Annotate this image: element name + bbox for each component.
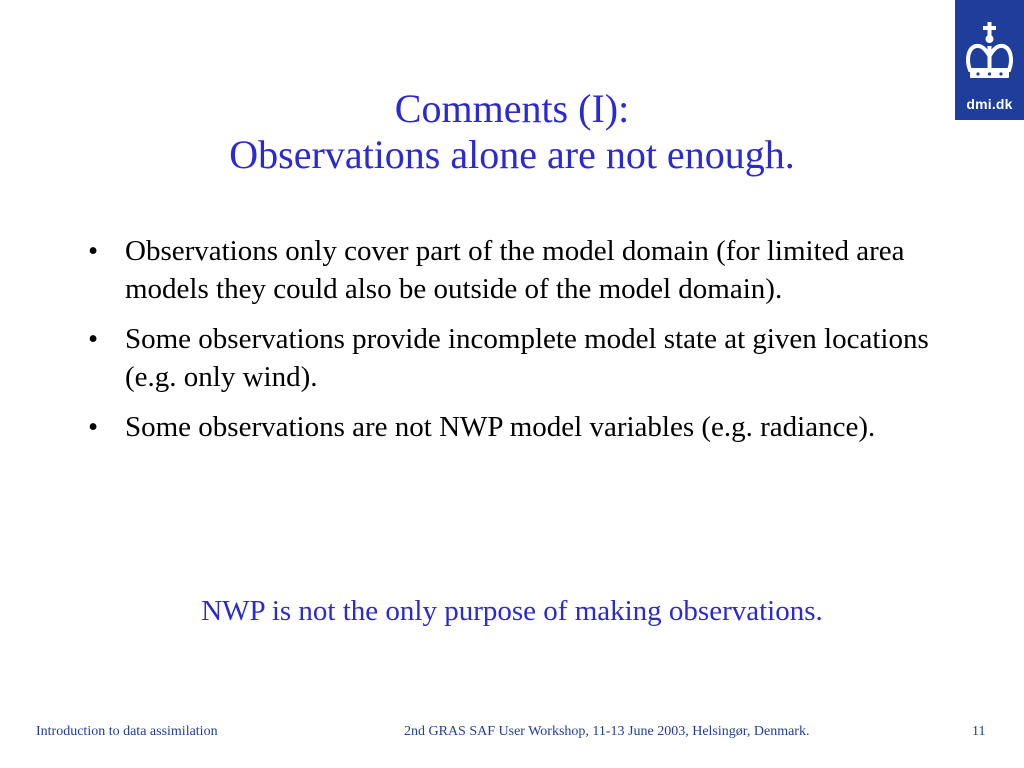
title-line-2: Observations alone are not enough. [229, 132, 795, 177]
bullet-list [88, 232, 958, 458]
logo-text: dmi.dk [966, 96, 1013, 112]
bullet-dot: • [88, 411, 99, 443]
bullet-dot: • [88, 235, 99, 267]
page-number: 11 [972, 724, 986, 739]
footer-title: Introduction to data assimilation [36, 724, 218, 739]
bullet-item [88, 232, 958, 308]
bullet-dot: • [88, 323, 99, 355]
slide-title [0, 86, 1024, 178]
bullet-item [88, 408, 958, 446]
crown-icon [964, 22, 1015, 94]
footer-event: 2nd GRAS SAF User Workshop, 11-13 June 2003, Helsingør, Denmark. [404, 724, 810, 739]
bullet-item [88, 320, 958, 396]
title-line-1: Comments (I): [394, 86, 630, 131]
bullet-text: Some observations provide incomplete model state at given locations (e.g. only wind). [125, 323, 929, 393]
bullet-text: Some observations are not NWP model variables (e.g. radiance). [125, 411, 876, 443]
highlight-note: NWP is not the only purpose of making observations. [201, 595, 823, 627]
bullet-text: Observations only cover part of the model domain (for limited area models they could also be outside of the model domain). [125, 235, 905, 305]
